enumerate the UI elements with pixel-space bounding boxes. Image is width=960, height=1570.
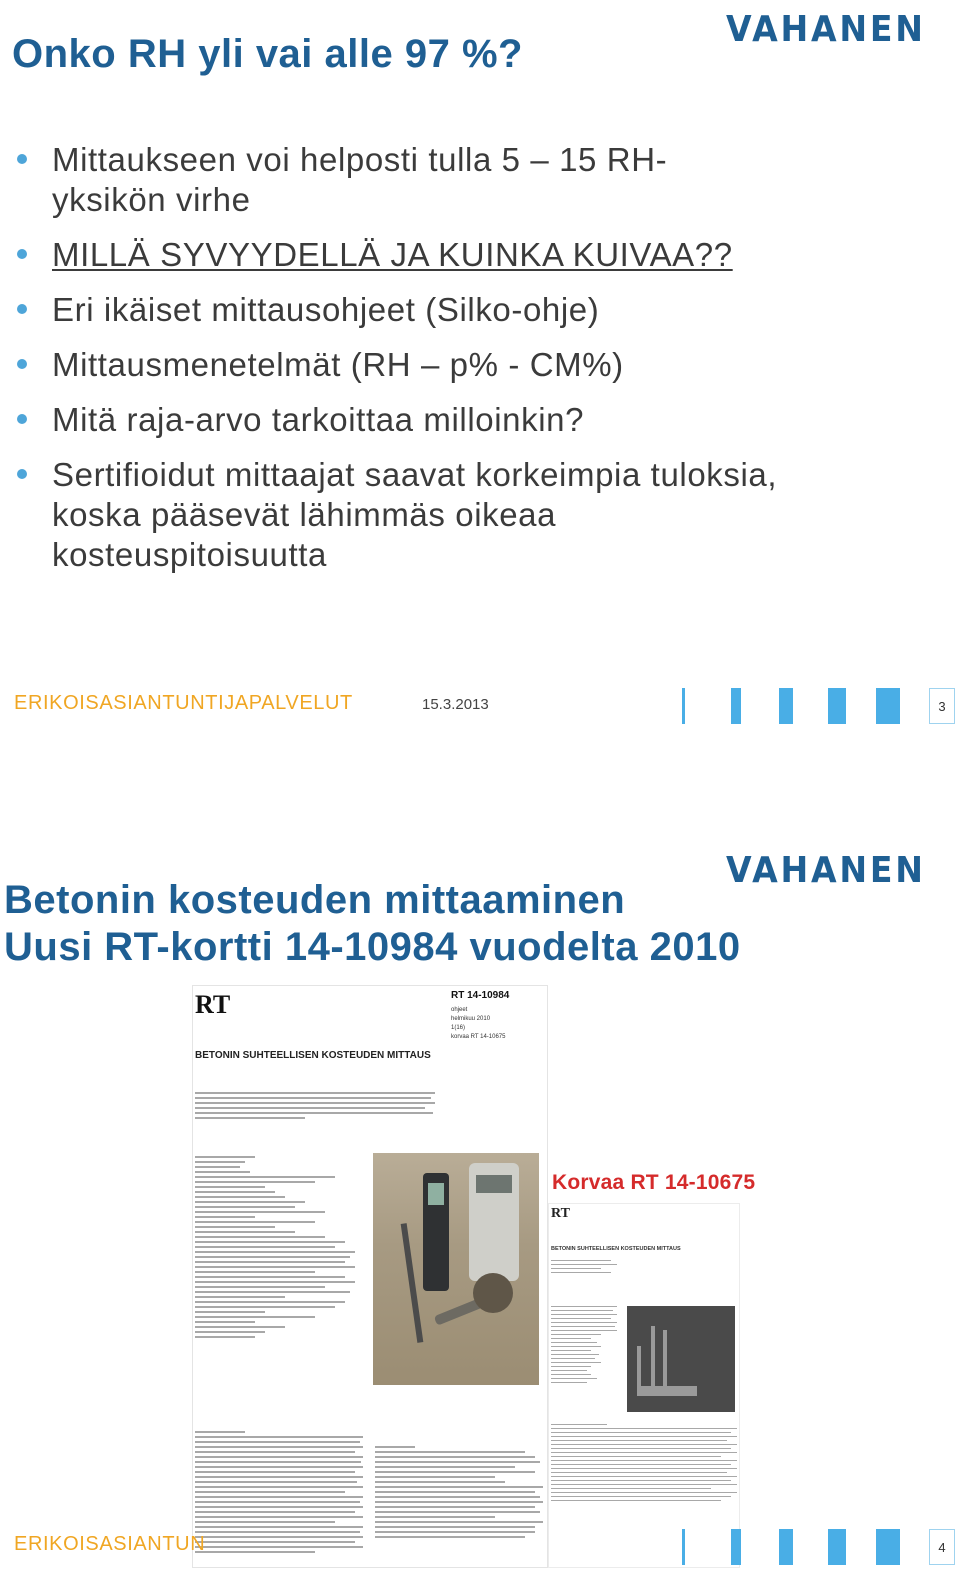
footer-bar bbox=[828, 688, 846, 724]
replaces-label: Korvaa RT 14-10675 bbox=[552, 1171, 756, 1194]
bullet-dot-icon bbox=[17, 359, 27, 369]
footer-bar bbox=[682, 1529, 685, 1565]
bullet-text: Mitä raja-arvo tarkoittaa milloinkin? bbox=[52, 401, 585, 438]
slide-title bbox=[4, 877, 741, 971]
bullet-dot-icon bbox=[17, 304, 27, 314]
section-1-left-text bbox=[195, 1431, 365, 1556]
bullet-item bbox=[0, 455, 900, 575]
bullet-item bbox=[0, 345, 900, 385]
rt-meta: ohjeet helmikuu 2010 1(16) korvaa RT 14-10675 bbox=[451, 1007, 506, 1040]
rt-logo: RT bbox=[551, 1206, 570, 1221]
doc-title: BETONIN SUHTEELLISEN KOSTEUDEN MITTAUS bbox=[195, 1050, 431, 1061]
probe-icon bbox=[401, 1223, 424, 1343]
slide-4 bbox=[0, 785, 960, 1570]
bullet-text: Mittausmenetelmät (RH – p% - CM%) bbox=[52, 346, 624, 383]
bullet-dot-icon bbox=[17, 154, 27, 164]
footer-brand: ERIKOISASIANTUN bbox=[14, 1533, 206, 1555]
footer-bar bbox=[779, 1529, 793, 1565]
bullet-list bbox=[0, 140, 900, 590]
old-rt-card-image bbox=[548, 1203, 740, 1568]
slide-title: Onko RH yli vai alle 97 %? bbox=[12, 32, 523, 76]
footer-bar bbox=[876, 688, 900, 724]
old-doc-title: BETONIN SUHTEELLISEN KOSTEUDEN MITTAUS bbox=[551, 1246, 681, 1252]
footer-bar bbox=[828, 1529, 846, 1565]
footer-bar bbox=[731, 688, 741, 724]
bullet-item bbox=[0, 140, 900, 220]
bullet-text: Sertifioidut mittaajat saavat korkeimpia tuloksia, koska pääsevät lähimmäs oikeaa kosteuspitoisuutta bbox=[52, 456, 778, 573]
table-of-contents-block bbox=[195, 1156, 365, 1341]
bullet-text: MILLÄ SYVYYDELLÄ JA KUINKA KUIVAA?? bbox=[52, 236, 733, 273]
vahanen-logo bbox=[726, 850, 926, 891]
bullet-dot-icon bbox=[17, 469, 27, 479]
rt-number: RT 14-10984 bbox=[451, 990, 510, 1001]
page-number: 4 bbox=[929, 1529, 955, 1565]
intro-text-block bbox=[195, 1092, 435, 1122]
bullet-dot-icon bbox=[17, 249, 27, 259]
logo-text: VAHANEN bbox=[726, 850, 926, 891]
rt-logo: RT bbox=[195, 990, 231, 1019]
old-doc-left-text bbox=[551, 1306, 621, 1386]
vahanen-logo bbox=[726, 9, 926, 50]
bullet-item bbox=[0, 235, 900, 275]
title-line-2: Uusi RT-kortti 14-10984 vuodelta 2010 bbox=[4, 925, 741, 969]
bullet-text: Mittaukseen voi helposti tulla 5 – 15 RH-yksikön virhe bbox=[52, 141, 668, 218]
footer-bar bbox=[731, 1529, 741, 1565]
device-screen bbox=[428, 1183, 444, 1205]
measurement-devices-photo bbox=[373, 1153, 539, 1385]
old-doc-body-text bbox=[551, 1424, 737, 1504]
old-doc-photo bbox=[627, 1306, 735, 1412]
footer-date: 15.3.2013 bbox=[422, 696, 489, 713]
footer-bar bbox=[876, 1529, 900, 1565]
round-sensor-icon bbox=[473, 1273, 513, 1313]
bullet-item bbox=[0, 400, 900, 440]
bullet-item bbox=[0, 290, 900, 330]
bullet-text: Eri ikäiset mittausohjeet (Silko-ohje) bbox=[52, 291, 600, 328]
rt-card-image bbox=[192, 985, 548, 1568]
page-number: 3 bbox=[929, 688, 955, 724]
footer-brand: ERIKOISASIANTUNTIJAPALVELUT bbox=[14, 692, 353, 714]
old-doc-intro-text bbox=[551, 1260, 621, 1276]
title-line-1: Betonin kosteuden mittaaminen bbox=[4, 878, 626, 922]
footer-bar bbox=[779, 688, 793, 724]
bullet-dot-icon bbox=[17, 414, 27, 424]
footer-bar bbox=[682, 688, 685, 724]
logo-text: VAHANEN bbox=[726, 9, 926, 50]
section-1-right-text bbox=[375, 1446, 545, 1541]
device-screen bbox=[476, 1175, 512, 1193]
